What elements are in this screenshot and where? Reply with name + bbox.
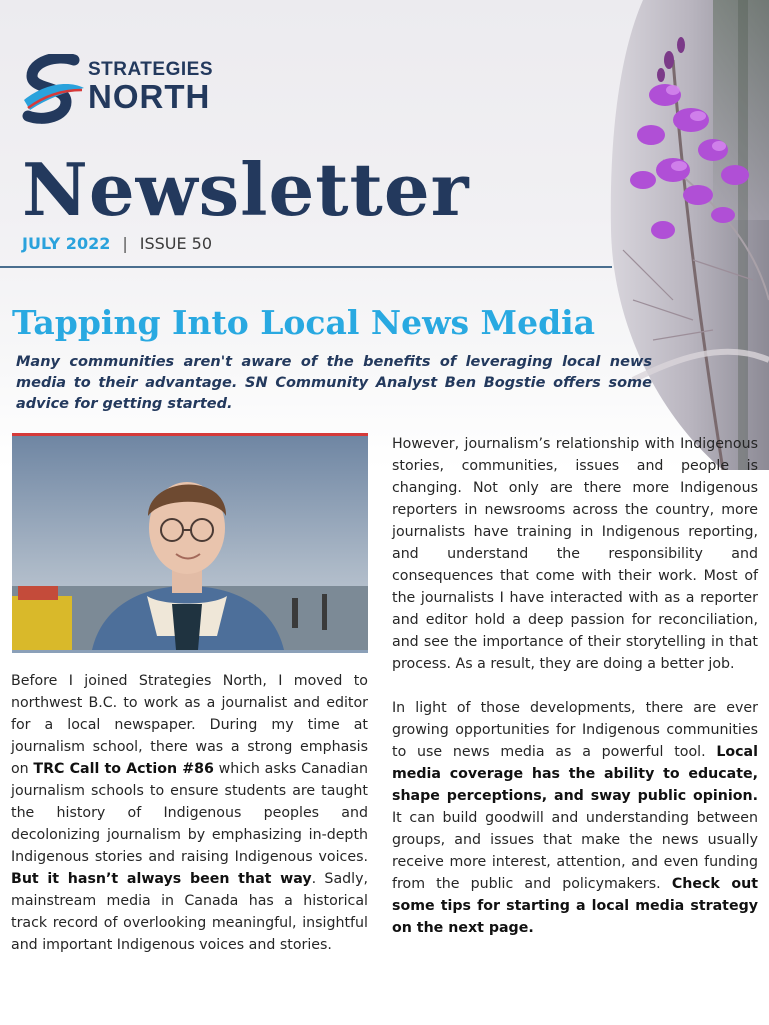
article-left-column — [11, 670, 368, 956]
issue-separator: | — [122, 234, 128, 253]
logo-word-strategies: STRATEGIES — [88, 59, 213, 80]
next-page-callout: Check out some tips for starting a local media strategy on the next page. — [392, 876, 758, 936]
emphasis-text: Local media coverage has the ability to educate, shape perceptions, and sway public opinion. — [392, 744, 758, 804]
text-run: . Sadly, mainstream media in Canada has a historical track record of overlooking meaningful, insightful and important Indigenous voices and stories. — [11, 871, 368, 953]
paragraph-gap — [392, 675, 758, 697]
newsletter-title: Newsletter — [22, 147, 470, 232]
header-divider — [0, 266, 612, 268]
text-run: Before I joined Strategies North, I moved to northwest B.C. to work as a journalist and editor for a local newspaper. During my time at journalism school, there was a strong emphasis on — [11, 673, 368, 777]
article-right-column — [392, 433, 758, 939]
issue-date: JULY 2022 — [22, 234, 111, 253]
article-paragraph-3 — [392, 697, 758, 939]
article-lede: Many communities aren't aware of the benefits of leveraging local news media to their advantage. SN Community Analyst Ben Bogstie offers some advice for getting started. — [16, 354, 652, 412]
article-paragraph-2: However, journalism’s relationship with Indigenous stories, communities, issues and people is changing. Not only are there more Indigenous reporters in newsrooms across the country, more journalists have training in Indigenous reporting, and understand the responsibility and consequences that come with their work. Most of the journalists I have interacted with as a reporter and editor hold a deep passion for reconciliation, and see the importance of their storytelling in that process. As a result, they are doing a better job. — [392, 436, 758, 672]
issue-line — [22, 233, 212, 255]
emphasis-text: But it hasn’t always been that way — [11, 871, 312, 887]
issue-number: ISSUE 50 — [139, 234, 213, 253]
article-title: Tapping Into Local News Media — [12, 303, 596, 342]
text-run: In light of those developments, there are ever growing opportunities for Indigenous communities to use news media as a powerful tool. — [392, 700, 758, 760]
strategies-north-logo — [22, 50, 232, 130]
feather-s-logo-icon — [22, 54, 86, 126]
logo-word-north: NORTH — [88, 78, 211, 115]
text-run: which asks Canadian journalism schools to ensure students are taught the history of Indigenous peoples and decolonizing journalism by emphasizing in-depth Indigenous stories and raising Indigenous voices. — [11, 761, 369, 865]
text-run: It can build goodwill and understanding between groups, and issues that make the news usually receive more interest, attention, and even funding from the public and policymakers. — [392, 810, 758, 892]
trc-call-to-action-emphasis: TRC Call to Action #86 — [33, 761, 214, 777]
article-paragraph-1 — [11, 670, 368, 956]
author-photo — [12, 433, 368, 653]
